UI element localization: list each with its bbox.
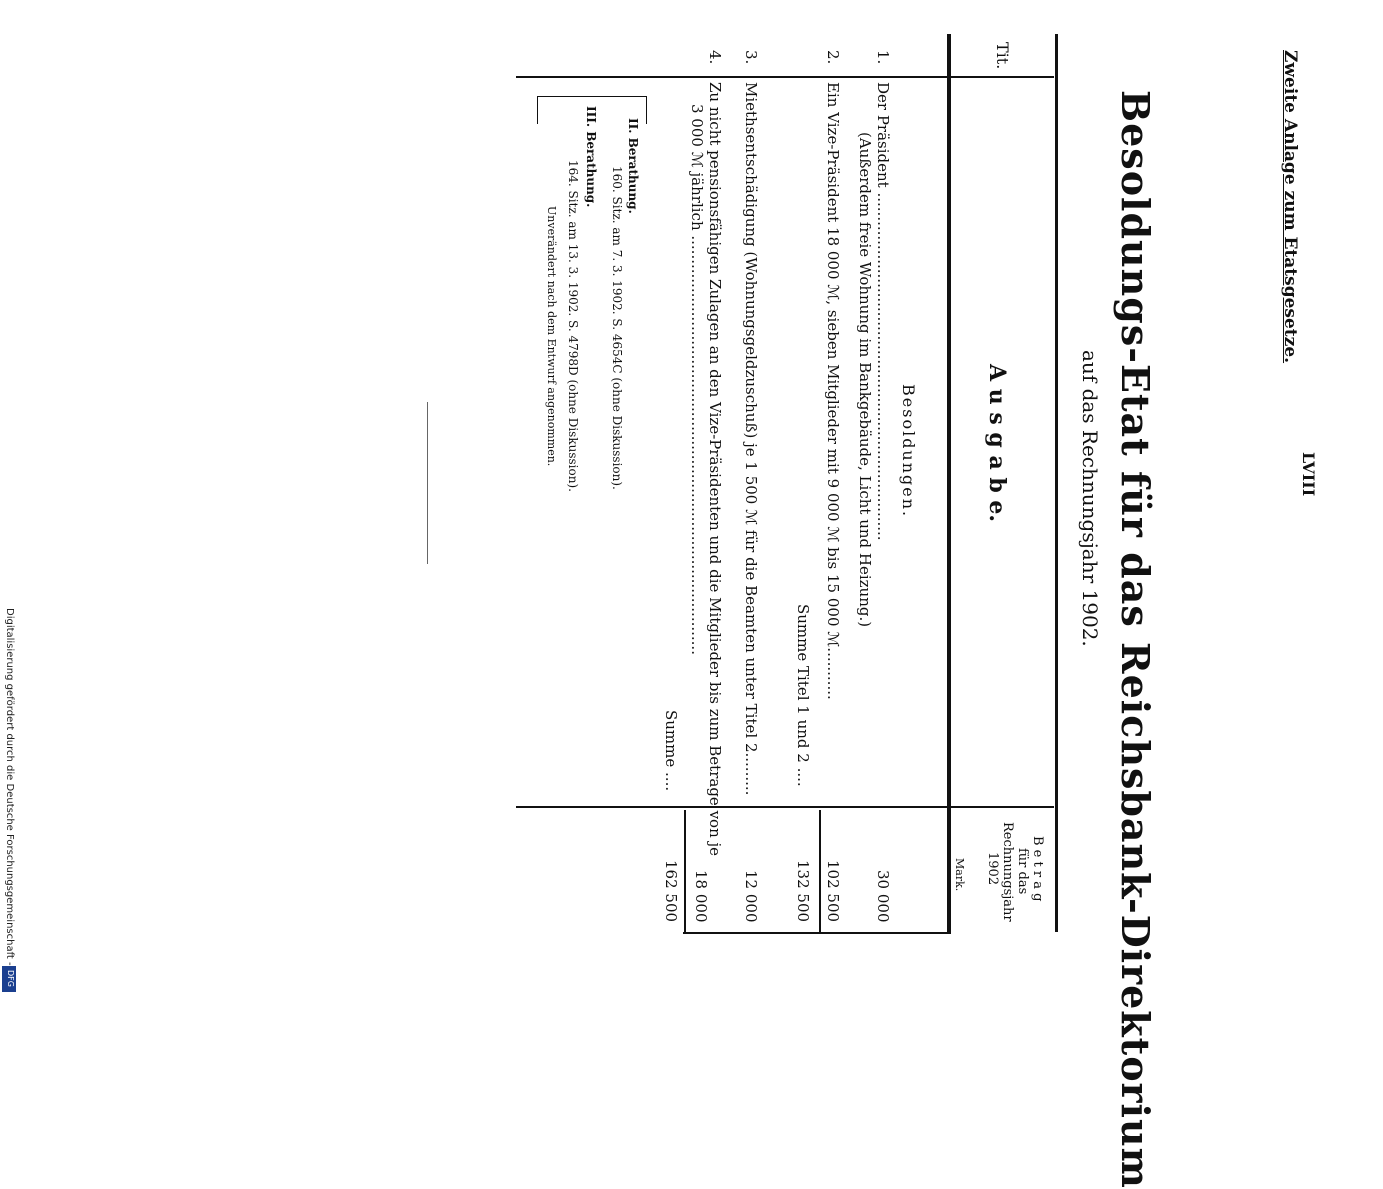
column-header-titel: Tit. (993, 42, 1012, 70)
row-text: Ein Vize-Präsident 18 000 ℳ, sieben Mitglieder mit 9 000 ℳ bis 15 000 ℳ........... (824, 82, 842, 700)
note-text: Unverändert nach dem Entwurf angenommen. (545, 206, 558, 467)
betrag-line: 1902 (985, 852, 1000, 886)
row-amount: 12 000 (742, 870, 760, 923)
column-header-ausgabe: A u s g a b e. (984, 364, 1010, 523)
betrag-line: Rechnungsjahr (1000, 822, 1015, 922)
betrag-column-rule (516, 806, 1054, 808)
row-text: Miethsentschädigung (Wohnungsgeldzuschuß) je 1 500 ℳ für die Beamten unter Titel 2......... (742, 82, 760, 796)
note-heading: III. Berathung. (584, 106, 598, 208)
row-text: Der Präsident ......................................................................... (874, 82, 892, 541)
row-amount: 102 500 (824, 860, 842, 923)
subtotal-rule-2 (684, 810, 686, 932)
row-amount: 18 000 (692, 870, 710, 923)
row-number: 2. (824, 50, 842, 65)
scan-mark-line (427, 402, 428, 564)
header-bottom-rule (947, 34, 951, 932)
page-subtitle: auf das Rechnungsjahr 1902. (1078, 350, 1102, 647)
row-text: Zu nicht pensionsfähigen Zulagen an den Vize-Präsidenten und die Mitglieder bis zum Betrage von je (706, 82, 724, 857)
digitization-credit: Digitalisierung gefördert durch die Deutsche Forschungsgemeinschaft - (4, 608, 15, 966)
row-text: 3 000 ℳ jährlich ........................................................................................ (688, 104, 706, 655)
subtotal-rule-1 (819, 810, 821, 932)
note-heading: II. Berathung. (626, 118, 640, 214)
row-amount: 30 000 (874, 870, 892, 923)
row-number: 4. (706, 50, 724, 65)
notes-bracket-right (646, 96, 647, 124)
annex-label: Zweite Anlage zum Etatsgesetze. (1280, 50, 1300, 364)
note-text: 164. Sitz. am 13. 3. 1902. S. 4798D (ohne Diskussion). (566, 160, 580, 492)
row-amount: 132 500 (794, 860, 812, 923)
betrag-line: Mark. (953, 858, 966, 892)
row-text: (Außerdem freie Wohnung im Bankgebäude, Licht und Heizung.) (856, 132, 874, 628)
row-text: Summe Titel 1 und 2 .... (794, 604, 812, 787)
page-number: LVIII (1299, 452, 1318, 497)
notes-bracket-top (537, 96, 647, 97)
titel-column-rule (516, 76, 1054, 78)
row-text: Summe .... (662, 710, 680, 792)
note-text: 160. Sitz. am 7. 3. 1902. S. 4654C (ohne Diskussion). (610, 166, 624, 490)
betrag-line: B e t r a g (1030, 836, 1045, 902)
amount-bottom-rule (683, 932, 951, 934)
table-top-rule (1055, 34, 1058, 932)
section-heading: Besoldungen. (899, 384, 918, 519)
row-number: 3. (742, 50, 760, 65)
dfg-logo-text: DFG (6, 970, 15, 987)
notes-bracket-left (537, 96, 538, 124)
row-amount: 162 500 (662, 860, 680, 923)
row-number: 1. (874, 50, 892, 65)
betrag-line: für das (1015, 848, 1030, 895)
dfg-logo (2, 966, 16, 992)
page-title: Besoldungs-Etat für das Reichsbank-Direktorium (1113, 90, 1158, 1189)
